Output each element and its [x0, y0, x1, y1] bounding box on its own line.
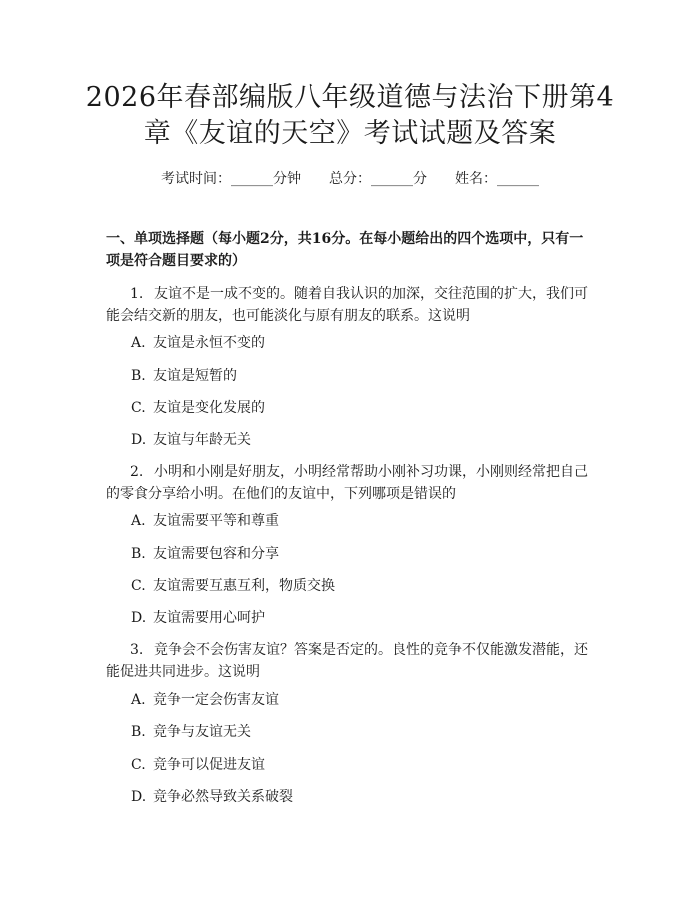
option-text: 友谊需要平等和尊重: [153, 513, 279, 529]
option-label: B.: [131, 368, 146, 384]
option-1b[interactable]: [131, 366, 237, 386]
time-unit: 分钟: [273, 171, 301, 187]
question-1: [106, 283, 596, 327]
option-2b[interactable]: [131, 544, 279, 564]
option-1c[interactable]: [131, 398, 265, 418]
score-unit: 分: [413, 171, 427, 187]
option-2a[interactable]: [131, 511, 279, 531]
question-text: 竞争会不会伤害友谊？答案是否定的。良性的竞争不仅能激发潜能，还能促进共同进步。这说明: [106, 642, 588, 680]
page-title-line-1: 2026年春部编版八年级道德与法治下册第4: [85, 82, 615, 113]
option-3b[interactable]: [131, 722, 251, 742]
option-label: B.: [131, 724, 146, 740]
option-label: A.: [131, 335, 146, 351]
option-label: A.: [131, 692, 146, 708]
question-number: 2.: [130, 464, 144, 480]
option-text: 竞争可以促进友谊: [153, 757, 265, 773]
option-text: 竞争一定会伤害友谊: [153, 692, 279, 708]
option-label: C.: [131, 578, 146, 594]
option-label: D.: [131, 610, 147, 626]
option-text: 友谊需要互惠互利，物质交换: [153, 578, 335, 594]
option-label: D.: [131, 789, 147, 805]
option-label: D.: [131, 432, 147, 448]
question-3: [106, 639, 596, 683]
name-blank: ______: [497, 171, 539, 187]
option-1d[interactable]: [131, 430, 251, 450]
option-text: 友谊是短暂的: [153, 368, 237, 384]
option-3c[interactable]: [131, 755, 265, 775]
option-1a[interactable]: [131, 333, 265, 353]
score-label: 总分：: [329, 171, 371, 187]
time-label: 考试时间：: [161, 171, 231, 187]
option-label: B.: [131, 546, 146, 562]
option-3d[interactable]: [131, 787, 293, 807]
option-2d[interactable]: [131, 608, 265, 628]
question-text: 小明和小刚是好朋友，小明经常帮助小刚补习功课，小刚则经常把自己的零食分享给小明。在他们的友谊中，下列哪项是错误的: [106, 464, 588, 502]
option-3a[interactable]: [131, 690, 279, 710]
time-blank: ______: [231, 171, 273, 187]
question-text: 友谊不是一成不变的。随着自我认识的加深，交往范围的扩大，我们可能会结交新的朋友，也可能淡化与原有朋友的联系。这说明: [106, 286, 588, 324]
question-number: 1.: [130, 286, 144, 302]
score-blank: ______: [371, 171, 413, 187]
option-text: 友谊是变化发展的: [153, 400, 265, 416]
option-text: 竞争与友谊无关: [153, 724, 251, 740]
question-number: 3.: [130, 642, 144, 658]
option-text: 友谊与年龄无关: [153, 432, 251, 448]
option-label: C.: [131, 400, 146, 416]
option-text: 友谊需要包容和分享: [153, 546, 279, 562]
option-text: 友谊需要用心呵护: [153, 610, 265, 626]
name-label: 姓名：: [455, 171, 497, 187]
exam-meta: [0, 168, 700, 188]
question-2: [106, 461, 596, 505]
option-label: C.: [131, 757, 146, 773]
option-text: 竞争必然导致关系破裂: [153, 789, 293, 805]
option-2c[interactable]: [131, 576, 335, 596]
option-label: A.: [131, 513, 146, 529]
option-text: 友谊是永恒不变的: [153, 335, 265, 351]
section-title: 一、单项选择题（每小题2分，共16分。在每小题给出的四个选项中，只有一项是符合题目要求的）: [106, 231, 584, 269]
page-title-line-2: 章《友谊的天空》考试试题及答案: [143, 118, 557, 149]
